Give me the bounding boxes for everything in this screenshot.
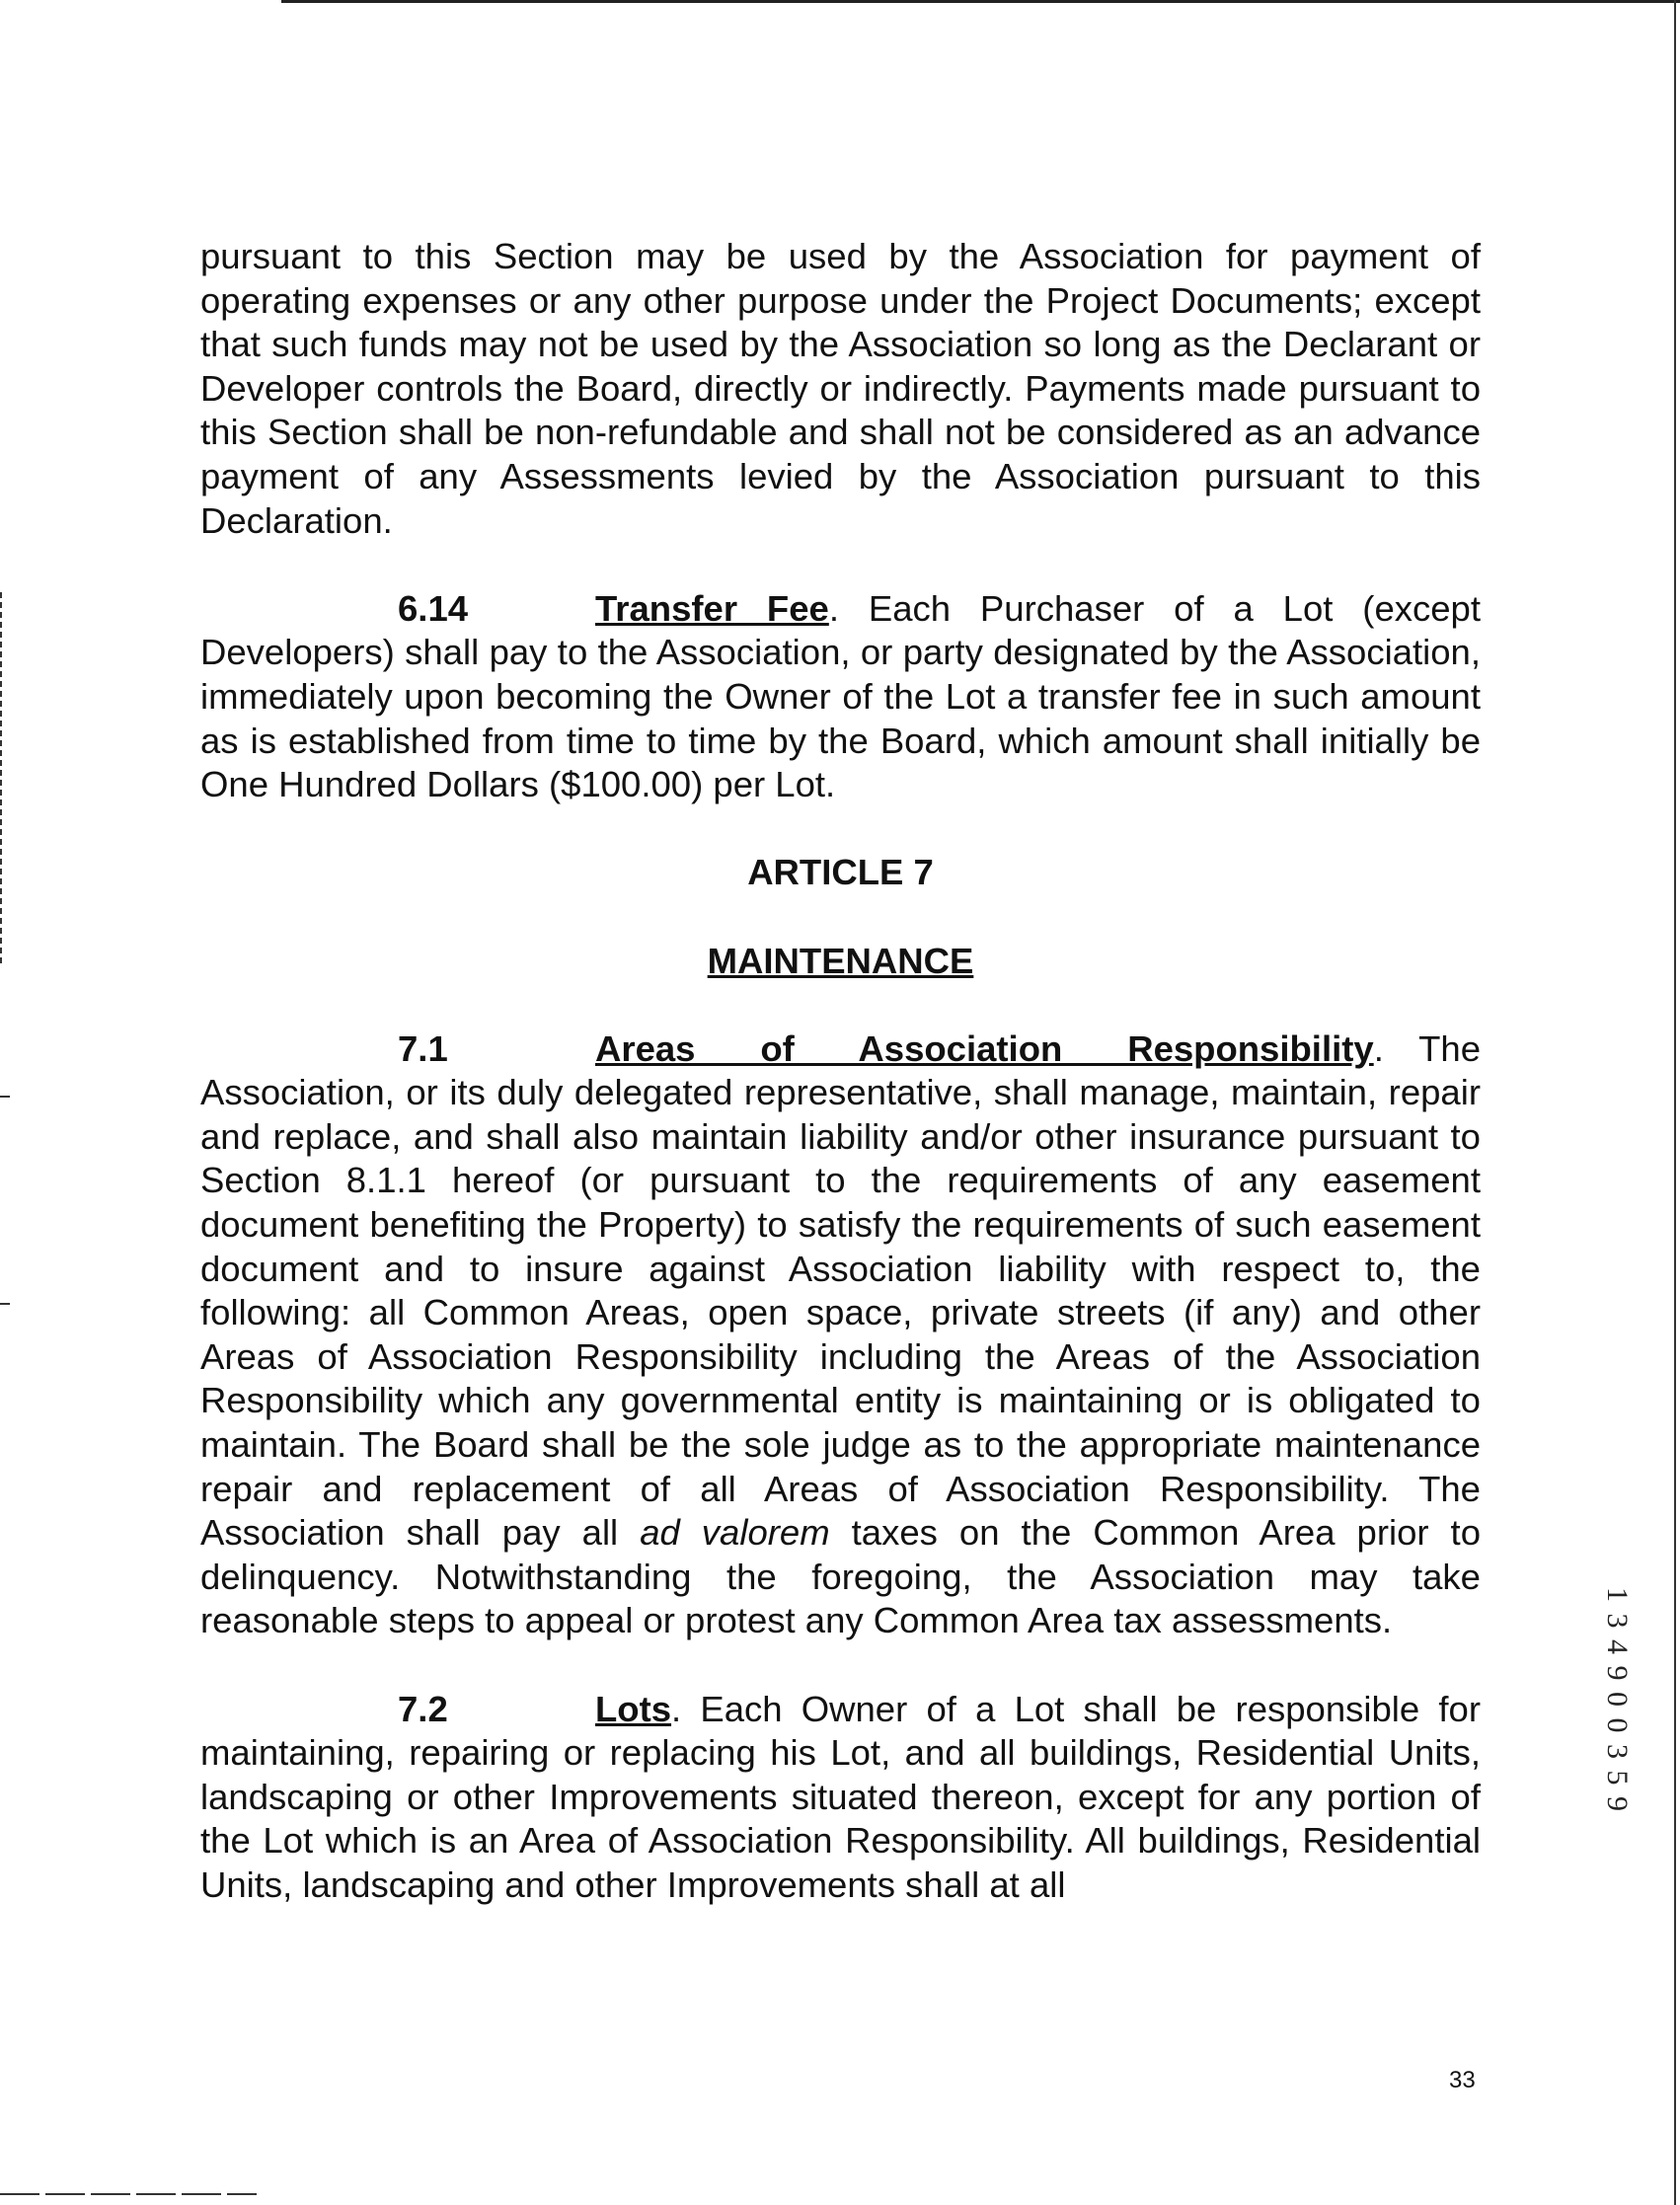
- section-7-2: [200, 1688, 1481, 1908]
- document-body: [200, 235, 1481, 1908]
- paragraph-opening: pursuant to this Section may be used by the Association for payment of operating expenses or any other purpose under the Project Documents; except that such funds may not be used by the Association so long as the Declarant or Developer controls the Board, directly or indirectly. Payments made pursuant to this Section shall be non-refundable and shall not be considered as an advance payment of any Assessments levied by the Association pursuant to this Declaration.: [200, 236, 1481, 541]
- section-7-1: [200, 1027, 1481, 1643]
- article-label: ARTICLE 7: [747, 852, 934, 893]
- section-body: . Each Purchaser of a Lot (except Developers) shall pay to the Association, or party designated by the Association, immediately upon becoming the Owner of the Lot a transfer fee in such amount as is established from time to time by the Board, which amount shall initially be One Hundred Dollars ($100.00) per Lot.: [200, 587, 1481, 805]
- section-6-14: [200, 587, 1481, 807]
- recording-stamp: 1 3 4 9 0 0 3 5 9: [1601, 1587, 1634, 1813]
- section-body: . Each Owner of a Lot shall be responsible for maintaining, repairing or replacing his Lot, and all buildings, Residential Units, landscaping or other Improvements situated thereon, except for any portion of the Lot which is an Area of Association Responsibility. All buildings, Residential Units, landscaping and other Improvements shall at all: [200, 1688, 1481, 1905]
- section-title: Transfer Fee: [595, 587, 829, 629]
- scan-tick: [0, 1096, 10, 1098]
- section-body-italic: ad valorem: [640, 1512, 830, 1554]
- section-number: 7.1: [398, 1027, 448, 1069]
- section-number: 6.14: [398, 587, 469, 629]
- section-title: Areas of Association Responsibility: [595, 1027, 1374, 1069]
- article-title: MAINTENANCE: [707, 940, 974, 981]
- section-body: . The Association, or its duly delegated representative, shall manage, maintain, repair and replace, and shall also maintain liability and/or other insurance pursuant to Section 8.1.1 hereof (or pursuant to the requirements of any easement document benefiting the Property) to satisfy the requirements of such easement document and to insure against Association liability with respect to, the following: all Common Areas, open space, private streets (if any) and other Areas of Association Responsibility including the Areas of the Association Responsibility which any governmental entity is maintaining or is obligated to maintain. The Board shall be the sole judge as to the appropriate maintenance repair and replacement of all Areas of Association Responsibility. The Association shall pay all: [200, 1027, 1481, 1554]
- scan-edge-right: [1674, 0, 1676, 2205]
- section-number: 7.2: [398, 1688, 448, 1729]
- section-body: taxes on the Common Area prior to delinquency. Notwithstanding the foregoing, the Association may take reasonable steps to appeal or protest any Common Area tax assessments.: [200, 1512, 1481, 1641]
- scan-edge-bottom: [0, 2193, 257, 2195]
- page-number: 33: [1449, 2067, 1476, 2093]
- scan-edge-left: [0, 592, 2, 967]
- section-title: Lots: [595, 1688, 672, 1729]
- scan-tick: [0, 1303, 10, 1305]
- scan-edge-top: [281, 0, 1680, 3]
